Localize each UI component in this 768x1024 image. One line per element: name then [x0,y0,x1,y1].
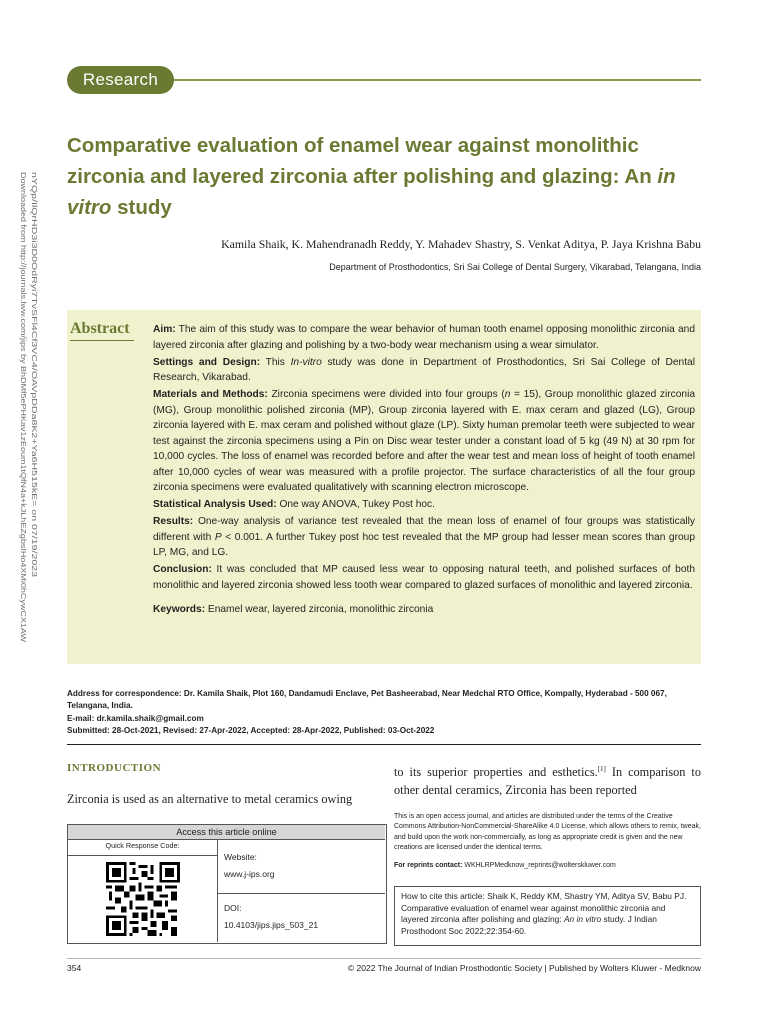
header-rule [174,79,701,81]
introduction-heading: INTRODUCTION [67,762,162,774]
abstract-methods: Materials and Methods: Zirconia specimens were divided into four groups (n = 15), Group monolithic glazed zirconia (MG), Group monolithic polished zirconia (MP), Group zirconia layered with E. max ceram and glazed (LG), Group zirconia layered with E. max ceram and polished without glaze (LP). Sixty human premolar teeth were subjected to wear test against the zirconia specimens using a Pin on Disc wear tester under a constant load of 5 kg (49 N) at 30 rpm for 10,000 cycles. The loss of enamel was recorded before and after the wear test and mean loss of height of tooth enamel after 10,000 cycles of wear was measured with a profile projector. The surface characteristics of all the four group zirconia specimens were evaluated qualitatively with scanning electron microscope. [153,389,695,493]
correspondence-block [67,688,701,737]
article-dates: Submitted: 28-Oct-2021, Revised: 27-Apr-2022, Accepted: 28-Apr-2022, Published: 03-Oct-2022 [67,725,435,735]
introduction-text-left: Zirconia is used as an alternative to metal ceramics owing [67,792,353,806]
section-tag: Research [67,66,174,94]
doi-label: DOI: [224,903,242,913]
reference-marker[interactable]: [1] [597,765,606,773]
qr-code-icon[interactable] [106,861,180,937]
qr-code-label: Quick Response Code: [105,841,180,850]
website-link[interactable]: www.j-ips.org [224,869,275,879]
title-text: Comparative evaluation of enamel wear against monolithic zirconia and layered zirconia after polishing and glazing: An [67,134,658,188]
abstract-settings: Settings and Design: This In-vitro study was done in Department of Prosthodontics, Sri Sai College of Dental Research, Vikarabad. [153,356,695,383]
citation-text: How to cite this article: Shaik K, Reddy KM, Shastry YM, Aditya SV, Babu PJ. Comparative evaluation of enamel wear against monolithic zirconia and layered zirconia after polishing and glazing: An in vitro study. J Indian Prosthodont Soc 2022;22:354-60. [401,891,687,936]
abstract-body [153,322,695,619]
abstract-aim: Aim: The aim of this study was to compare the wear behavior of human tooth enamel opposing monolithic zirconia and layered zirconia after glazing and polishing by a two-body wear mechanism using a wear simulator. [153,324,695,351]
website-label: Website: [224,852,257,862]
footer-copyright: © 2022 The Journal of Indian Prosthodontic Society | Published by Wolters Kluwer - Medknow [347,963,701,973]
watermark-line-2: nYQp/IlQrHD3i3D0OdRyi7TvSFl4Cf3VC4/OAVpDDa8K2+Ya6H515kE= on 07/19/2023 [30,172,39,463]
watermark-line-1: Downloaded from http://journals.lww.com/jips by BhDMf5ePHKav1zEoum1tQfN4a+kJLhEZgbsIHo4XMi0hCywCX1AW [19,172,28,569]
access-row-divider [218,893,385,894]
footer-rule [67,958,701,959]
title-end: study [111,196,172,219]
page-number: 354 [67,963,82,973]
title-italic: in vitro [67,165,676,219]
affiliation: Department of Prosthodontics, Sri Sai College of Dental Surgery, Vikarabad, Telangana, India [329,262,701,272]
article-title [67,130,707,223]
author-list: Kamila Shaik, K. Mahendranadh Reddy, Y. Mahadev Shastry, S. Venkat Aditya, P. Jaya Krishna Babu [221,237,701,251]
open-access-notice: This is an open access journal, and articles are distributed under the terms of the Creative Commons Attribution-NonCommercial-ShareAlike 4.0 License, which allows others to remix, tweak, and build upon the work non-commercially, as long as appropriate credit is given and the new creations are licensed under the identical terms. [394,813,701,851]
correspondence-address: Address for correspondence: Dr. Kamila Shaik, Plot 160, Dandamudi Enclave, Pet Basheerabad, Near Medchal RTO Office, Kompally, Hyderabad - 500 067, Telangana, India. [67,689,667,711]
access-column-divider [217,840,218,942]
abstract-statistics: Statistical Analysis Used: One way ANOVA, Tukey Post hoc. [153,499,435,510]
abstract-heading-underline [70,340,134,341]
correspondence-email[interactable]: E-mail: dr.kamila.shaik@gmail.com [67,713,204,723]
reprints-email[interactable]: WKHLRPMedknow_reprints@wolterskluwer.com [462,862,616,869]
abstract-results: Results: One-way analysis of variance test revealed that the mean loss of enamel of four groups was statistically different with P < 0.001. A further Tukey post hoc test revealed that the MP group had lesser mean scores than group LP, MG, and LG. [153,516,695,558]
abstract-keywords: Keywords: Enamel wear, layered zirconia, monolithic zirconia [153,604,434,615]
access-online-heading: Access this article online [68,825,385,840]
introduction-text-right: to its superior properties and esthetics.[1] In comparison to other dental ceramics, Zirconia has been reported [394,765,701,798]
abstract-conclusion: Conclusion: It was concluded that MP caused less wear to opposing natural teeth, and polished surfaces of both monolithic and layered zirconia showed less tooth wear compared to glazed surfaces of monolithic and layered zirconia. [153,564,695,591]
abstract-heading: Abstract [70,320,130,337]
download-watermark [8,172,42,642]
qr-label-rule [68,855,217,856]
reprints-contact: For reprints contact: WKHLRPMedknow_reprints@wolterskluwer.com [394,862,616,869]
doi-link[interactable]: 10.4103/jips.jips_503_21 [224,920,319,930]
correspondence-rule [67,744,701,745]
